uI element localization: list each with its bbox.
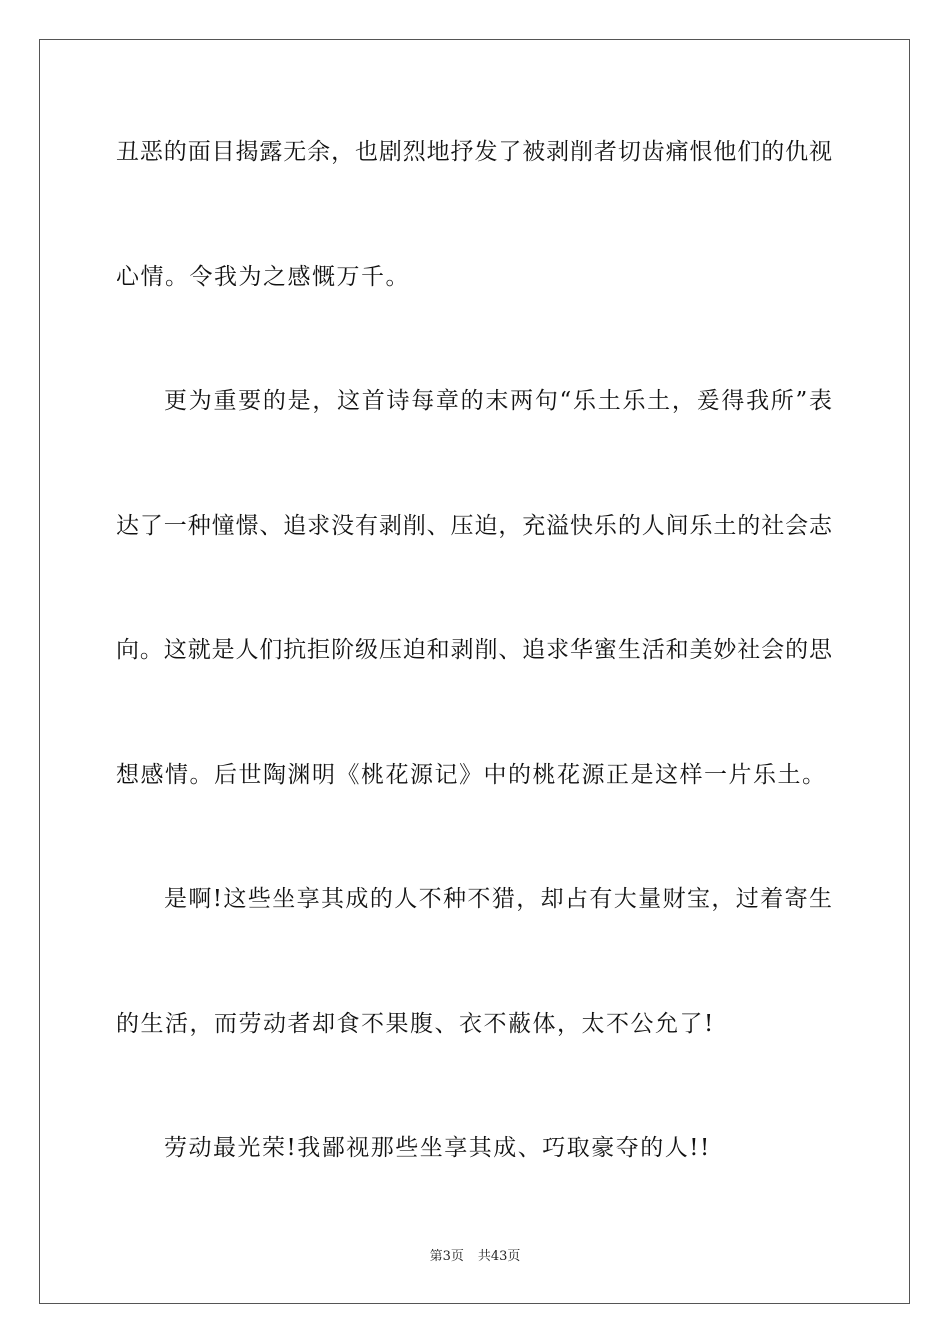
page-border: [39, 39, 910, 1304]
text-line-1: 丑恶的面目揭露无余，也剧烈地抒发了被剥削者切齿痛恨他们的仇视: [116, 139, 832, 165]
text-line-7: 是啊!这些坐享其成的人不种不猎，却占有大量财宝，过着寄生: [164, 886, 832, 912]
text-line-5: 向。这就是人们抗拒阶级压迫和剥削、追求华蜜生活和美妙社会的思: [116, 637, 832, 663]
text-line-2: 心情。令我为之感慨万千。: [116, 264, 410, 290]
text-line-4: 达了一种憧憬、追求没有剥削、压迫，充溢快乐的人间乐土的社会志: [116, 513, 832, 539]
text-line-6: 想感情。后世陶渊明《桃花源记》中的桃花源正是这样一片乐土。: [116, 762, 827, 788]
page-number: 第3页: [429, 1249, 464, 1264]
text-line-3: 更为重要的是，这首诗每章的末两句“乐土乐土，爰得我所”表: [164, 388, 832, 414]
text-line-8: 的生活，而劳动者却食不果腹、衣不蔽体，太不公允了!: [116, 1011, 715, 1037]
page-footer: [0, 1248, 950, 1266]
text-line-9: 劳动最光荣!我鄙视那些坐享其成、巧取豪夺的人!!: [164, 1135, 711, 1161]
page-total: 共43页: [477, 1249, 521, 1264]
